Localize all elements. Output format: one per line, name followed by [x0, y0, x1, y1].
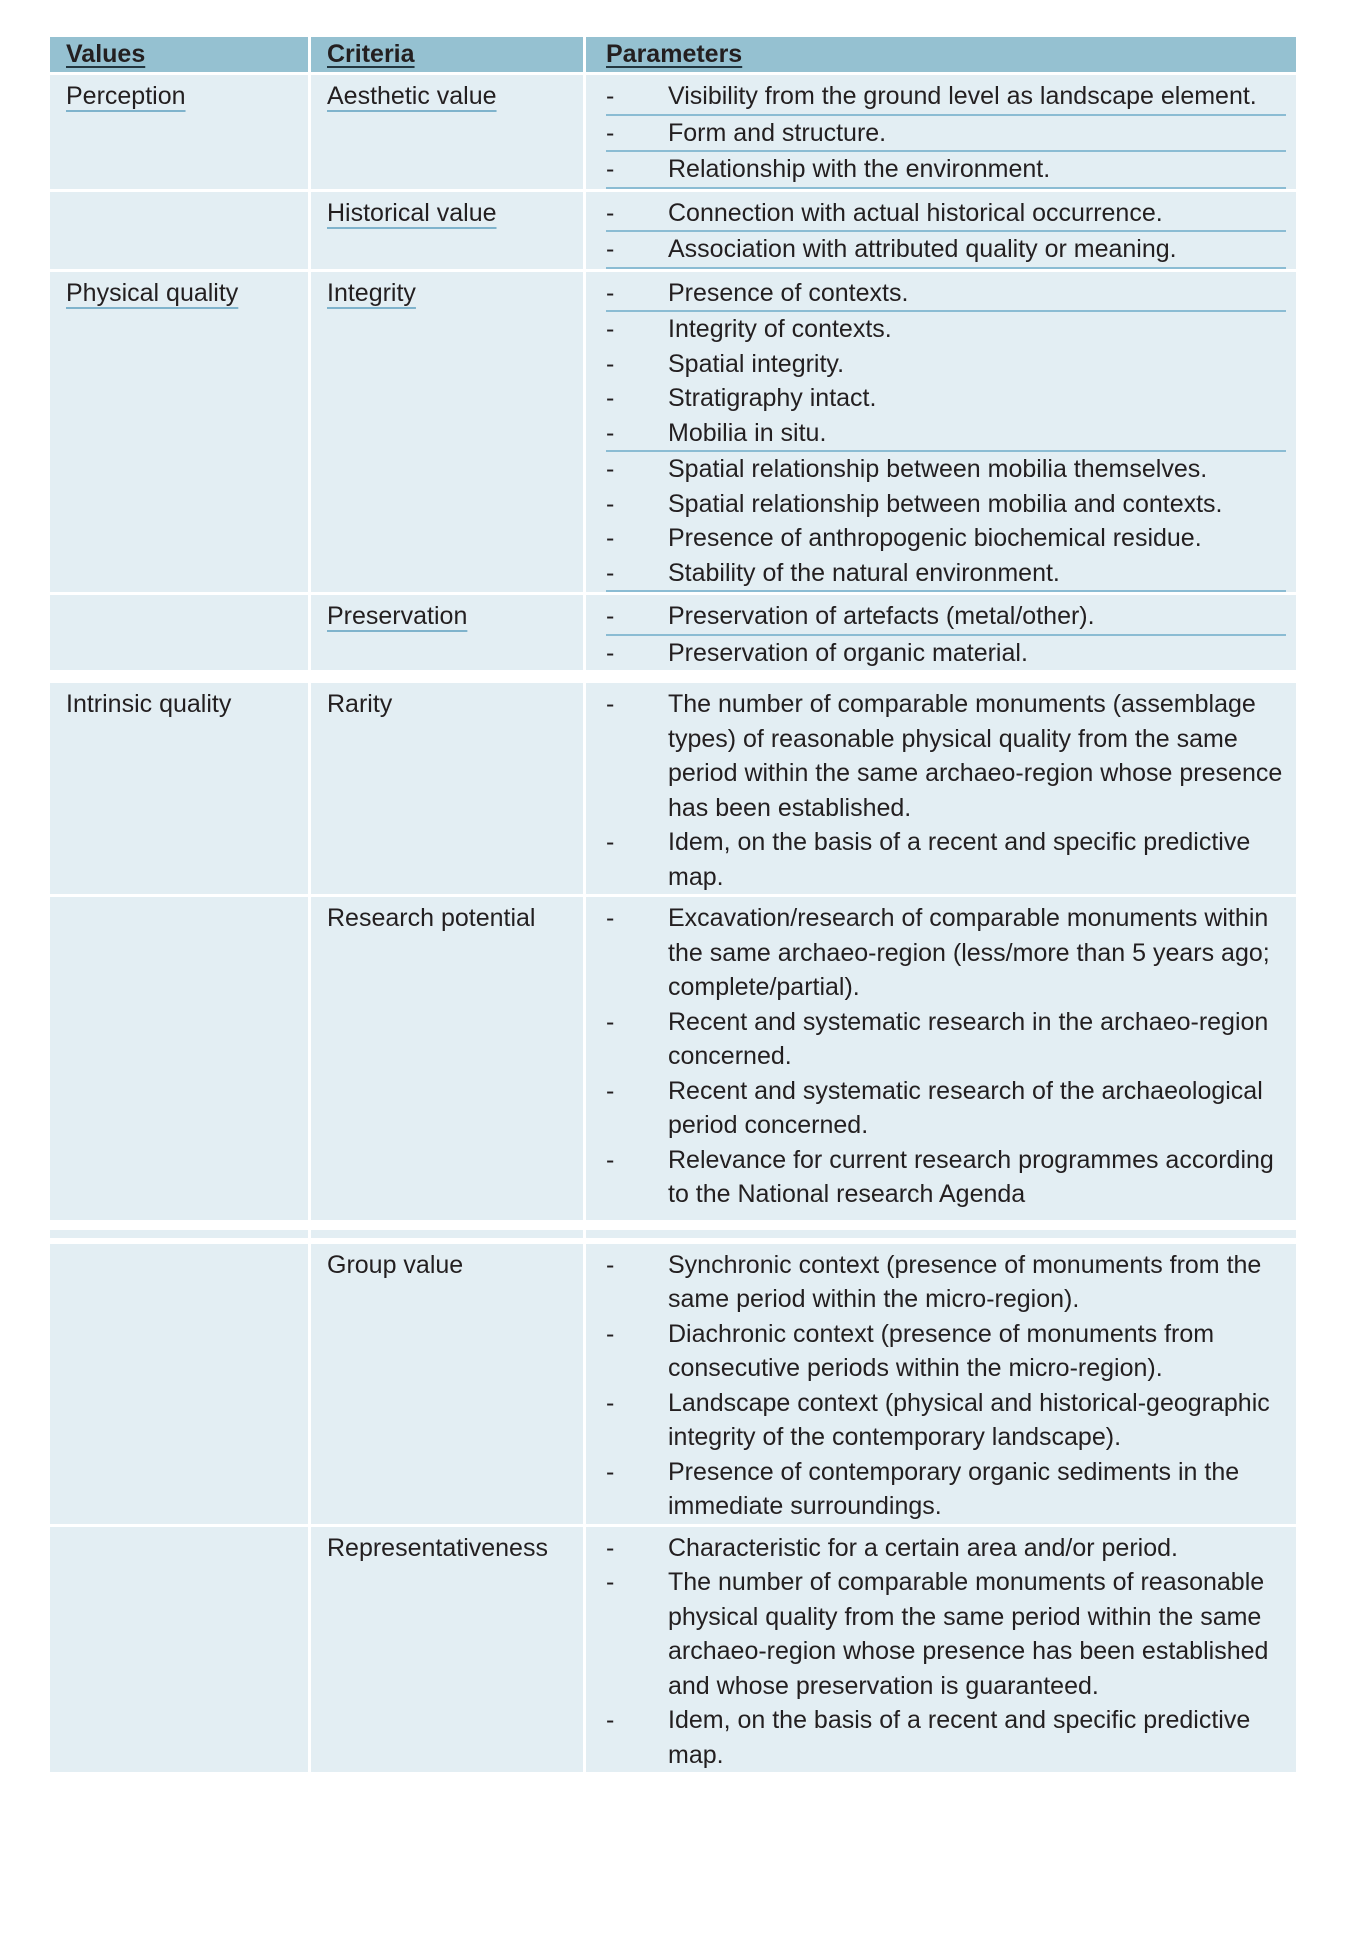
bullet-dash: -: [606, 418, 615, 447]
parameter-text: Preservation of organic material.: [668, 638, 1028, 667]
bullet-dash: -: [606, 1706, 615, 1734]
parameter-item: [606, 1248, 1286, 1317]
parameter-item: [606, 452, 1286, 487]
value-label: Intrinsic quality: [66, 690, 232, 718]
parameter-item: [606, 1143, 1286, 1212]
parameter-text: The number of comparable monuments of reasonable physical quality from the same period within the same archaeo-region whose presence has been established and whose preservation is guaranteed.: [668, 1568, 1269, 1700]
criteria-label: Group value: [327, 1250, 464, 1279]
parameter-list: [606, 1531, 1286, 1773]
empty-cell: [311, 1212, 583, 1220]
table-row: [50, 897, 1296, 1212]
header-criteria: [311, 37, 583, 72]
bullet-dash: -: [606, 524, 615, 552]
parameter-list: [606, 79, 1286, 189]
parameter-list: [606, 276, 1286, 593]
parameter-item: [606, 152, 1286, 189]
parameter-item: [606, 599, 1286, 636]
parameter-text: Visibility from the ground level as landscape element.: [668, 82, 1257, 110]
bullet-dash: -: [606, 638, 615, 667]
parameter-text: Landscape context (physical and historical-geographic integrity of the contemporary landscape).: [668, 1388, 1270, 1451]
parameter-item: [606, 276, 1286, 313]
parameter-item: [606, 1531, 1286, 1566]
value-cell: [50, 1244, 308, 1524]
parameter-item: [606, 487, 1286, 522]
bullet-dash: -: [606, 1319, 615, 1348]
parameter-item: [606, 1386, 1286, 1455]
table-header-row: [50, 37, 1296, 72]
bullet-dash: -: [606, 1568, 615, 1596]
table-row: [50, 1244, 1296, 1524]
parameter-text: Stratigraphy intact.: [668, 384, 877, 412]
parameter-text: Recent and systematic research in the archaeo-region concerned.: [668, 1007, 1269, 1070]
parameter-text: Spatial integrity.: [668, 349, 845, 378]
criteria-cell: [311, 192, 583, 269]
criteria-table: [50, 37, 1296, 1772]
criteria-cell: [311, 1527, 583, 1773]
parameter-text: Association with attributed quality or meaning.: [668, 235, 1177, 263]
parameter-item: [606, 521, 1286, 556]
parameter-text: Connection with actual historical occurrence.: [668, 198, 1163, 227]
bullet-dash: -: [606, 349, 615, 378]
parameter-text: Spatial relationship between mobilia and contexts.: [668, 489, 1223, 518]
parameter-list: [606, 901, 1286, 1212]
table-row: [50, 272, 1296, 593]
table-row: [50, 595, 1296, 670]
value-cell: [50, 75, 308, 189]
bullet-dash: -: [606, 1250, 615, 1279]
parameters-cell: [586, 1527, 1296, 1773]
parameter-text: Mobilia in situ.: [668, 418, 827, 447]
parameter-text: Stability of the natural environment.: [668, 558, 1060, 587]
criteria-label: Aesthetic value: [327, 82, 497, 110]
parameters-cell: [586, 595, 1296, 670]
table-row: [50, 1527, 1296, 1773]
page-break-separator: [50, 1220, 1296, 1230]
criteria-label: Research potential: [327, 904, 536, 932]
parameter-item: [606, 381, 1286, 416]
empty-cell: [50, 1212, 308, 1220]
parameter-text: Idem, on the basis of a recent and specific predictive map.: [668, 1706, 1251, 1769]
criteria-cell: [311, 272, 583, 593]
parameter-item: [606, 196, 1286, 233]
parameter-text: Spatial relationship between mobilia themselves.: [668, 455, 1208, 483]
bullet-dash: -: [606, 1007, 615, 1036]
parameter-item: [606, 416, 1286, 453]
criteria-label: Representativeness: [327, 1533, 548, 1562]
bullet-dash: -: [606, 455, 615, 483]
parameter-text: Recent and systematic research of the archaeological period concerned.: [668, 1076, 1263, 1139]
parameter-item: [606, 1005, 1286, 1074]
bullet-dash: -: [606, 82, 615, 110]
bullet-dash: -: [606, 1533, 615, 1562]
parameter-text: Idem, on the basis of a recent and specific predictive map.: [668, 828, 1251, 891]
table-row-spacer: [50, 1212, 1296, 1220]
parameter-item: [606, 116, 1286, 153]
bullet-dash: -: [606, 118, 615, 147]
criteria-label: Preservation: [327, 602, 468, 630]
parameter-item: [606, 1074, 1286, 1143]
parameter-list: [606, 1248, 1286, 1524]
parameter-item: [606, 1455, 1286, 1524]
empty-cell: [586, 1212, 1296, 1220]
bullet-dash: -: [606, 1076, 615, 1105]
bullet-dash: -: [606, 690, 615, 718]
parameter-text: Presence of contemporary organic sediments in the immediate surroundings.: [668, 1457, 1240, 1520]
bullet-dash: -: [606, 1388, 615, 1417]
parameter-item: [606, 79, 1286, 116]
value-label: Perception: [66, 82, 186, 110]
bullet-dash: -: [606, 198, 615, 227]
value-cell-continued: [50, 897, 308, 1212]
parameters-cell: [586, 1244, 1296, 1524]
bullet-dash: -: [606, 278, 615, 307]
table-body: [50, 72, 1296, 1772]
header-parameters-label: Parameters: [606, 40, 743, 68]
parameter-text: The number of comparable monuments (assemblage types) of reasonable physical quality from the same period within the same archaeo-region whose presence has been established.: [668, 690, 1283, 822]
value-cell: [50, 272, 308, 593]
parameters-cell: [586, 272, 1296, 593]
parameters-cell: [586, 75, 1296, 189]
table-row: [50, 683, 1296, 894]
bullet-dash: -: [606, 489, 615, 518]
parameter-text: Synchronic context (presence of monuments from the same period within the micro-region).: [668, 1250, 1262, 1313]
criteria-label: Rarity: [327, 690, 393, 718]
header-parameters: [586, 37, 1296, 72]
parameter-list: [606, 196, 1286, 269]
criteria-cell: [311, 683, 583, 894]
parameter-text: Preservation of artefacts (metal/other).: [668, 602, 1095, 630]
parameter-item: [606, 825, 1286, 894]
criteria-cell: [311, 897, 583, 1212]
value-cell-continued: [50, 595, 308, 670]
parameter-text: Characteristic for a certain area and/or period.: [668, 1533, 1178, 1562]
section-separator: [50, 670, 1296, 680]
parameter-text: Relationship with the environment.: [668, 155, 1051, 183]
parameter-item: [606, 232, 1286, 269]
criteria-label: Integrity: [327, 278, 416, 307]
parameter-text: Presence of anthropogenic biochemical residue.: [668, 524, 1202, 552]
empty-cell: [586, 1230, 1296, 1238]
table-row: [50, 75, 1296, 189]
parameter-text: Presence of contexts.: [668, 278, 909, 307]
empty-cell: [311, 1230, 583, 1238]
value-cell: [50, 683, 308, 894]
parameter-item: [606, 1703, 1286, 1772]
parameter-text: Excavation/research of comparable monuments within the same archaeo-region (less/more than 5 years ago; complete/partial).: [668, 904, 1270, 1001]
empty-cell: [50, 1230, 308, 1238]
parameter-item: [606, 312, 1286, 347]
bullet-dash: -: [606, 155, 615, 183]
bullet-dash: -: [606, 235, 615, 263]
parameter-item: [606, 687, 1286, 825]
criteria-cell: [311, 1244, 583, 1524]
bullet-dash: -: [606, 315, 615, 343]
bullet-dash: -: [606, 1457, 615, 1486]
parameter-list: [606, 599, 1286, 670]
parameter-item: [606, 1317, 1286, 1386]
table-row: [50, 192, 1296, 269]
bullet-dash: -: [606, 384, 615, 412]
parameters-cell: [586, 683, 1296, 894]
parameter-item: [606, 901, 1286, 1005]
parameter-text: Diachronic context (presence of monuments from consecutive periods within the micro-region).: [668, 1319, 1215, 1382]
parameters-cell: [586, 897, 1296, 1212]
bullet-dash: -: [606, 828, 615, 856]
criteria-cell: [311, 75, 583, 189]
parameter-item: [606, 347, 1286, 382]
criteria-cell: [311, 595, 583, 670]
parameter-text: Form and structure.: [668, 118, 887, 147]
parameter-list: [606, 687, 1286, 894]
parameter-item: [606, 636, 1286, 671]
parameter-item: [606, 556, 1286, 593]
bullet-dash: -: [606, 602, 615, 630]
value-cell-continued: [50, 1527, 308, 1773]
value-label: Physical quality: [66, 278, 239, 307]
bullet-dash: -: [606, 558, 615, 587]
bullet-dash: -: [606, 1145, 615, 1174]
table-row-spacer: [50, 1230, 1296, 1238]
header-criteria-label: Criteria: [327, 40, 415, 68]
header-values: [50, 37, 308, 72]
header-values-label: Values: [66, 40, 146, 68]
parameter-text: Integrity of contexts.: [668, 315, 892, 343]
value-cell-continued: [50, 192, 308, 269]
parameter-item: [606, 1565, 1286, 1703]
bullet-dash: -: [606, 904, 615, 932]
criteria-label: Historical value: [327, 198, 497, 227]
parameters-cell: [586, 192, 1296, 269]
parameter-text: Relevance for current research programmes according to the National research Agenda: [668, 1145, 1274, 1208]
